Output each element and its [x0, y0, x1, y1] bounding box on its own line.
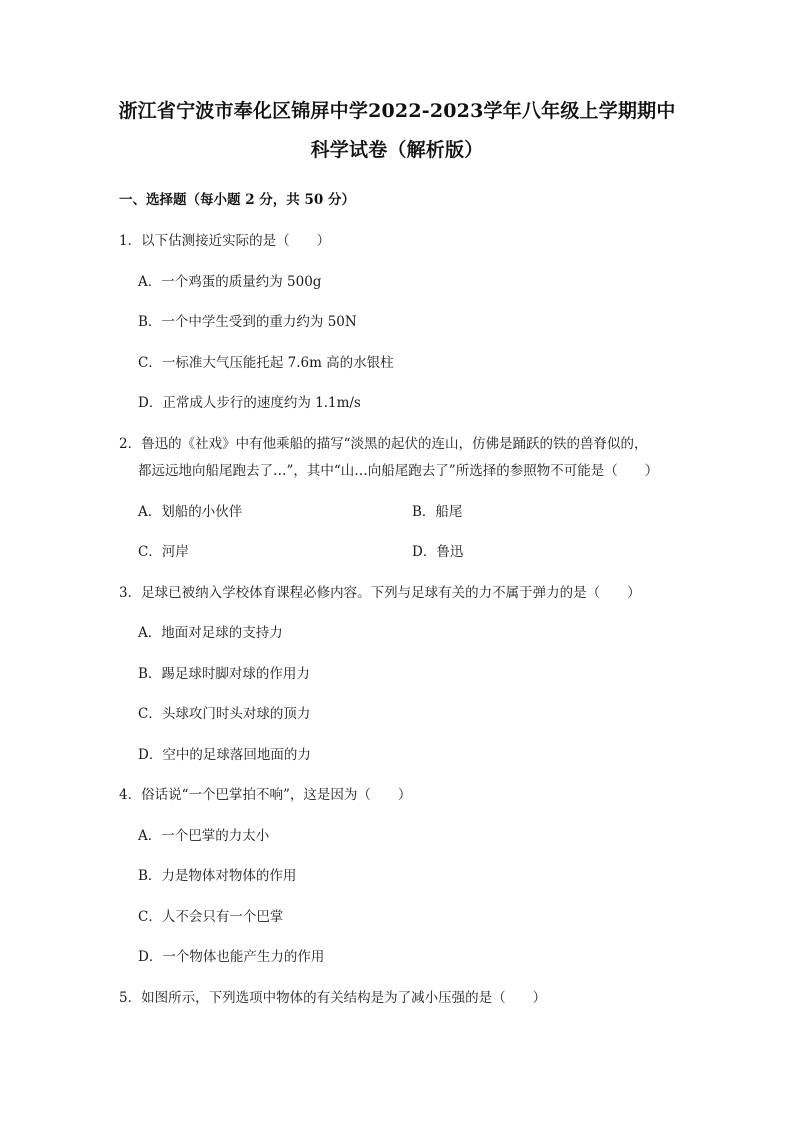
- question-2-stem-line-2: 都远远地向船尾跑去了…”，其中“山…向船尾跑去了”所选择的参照物不可能是（ ）: [138, 463, 659, 479]
- exam-title-line-1: 浙江省宁波市奉化区锦屏中学2022-2023学年八年级上学期期中: [118, 100, 676, 122]
- question-4-option-d: D．一个物体也能产生力的作用: [138, 949, 325, 965]
- question-4-option-b: B．力是物体对物体的作用: [138, 868, 297, 884]
- question-1-option-d: D．正常成人步行的速度约为 1.1m/s: [138, 395, 361, 411]
- question-3-option-b: B．踢足球时脚对球的作用力: [138, 666, 310, 682]
- question-1-option-b: B．一个中学生受到的重力约为 50N: [138, 314, 357, 330]
- question-1-option-c: C．一标准大气压能托起 7.6m 高的水银柱: [138, 355, 394, 371]
- question-1-option-a: A．一个鸡蛋的质量约为 500g: [138, 274, 322, 290]
- question-2-option-c: C．河岸: [138, 544, 189, 560]
- question-5-stem: 5．如图所示，下列选项中物体的有关结构是为了减小压强的是（ ）: [119, 990, 547, 1006]
- question-3-option-c: C．头球攻门时头对球的顶力: [138, 706, 311, 722]
- question-3-stem: 3．足球已被纳入学校体育课程必修内容。下列与足球有关的力不属于弹力的是（ ）: [119, 585, 641, 601]
- question-3-option-d: D．空中的足球落回地面的力: [138, 747, 311, 763]
- exam-title-line-2: 科学试卷（解析版）: [310, 139, 484, 161]
- section-heading: 一、选择题（每小题 2 分，共 50 分）: [119, 192, 355, 208]
- question-4-stem: 4．俗话说“一个巴掌拍不响”，这是因为（ ）: [119, 787, 412, 803]
- question-2-option-d: D．鲁迅: [412, 544, 464, 560]
- question-1-stem: 1．以下估测接近实际的是（ ）: [119, 233, 331, 249]
- question-4-option-a: A．一个巴掌的力太小: [138, 828, 270, 844]
- question-3-option-a: A．地面对足球的支持力: [138, 625, 283, 641]
- question-2-option-a: A．划船的小伙伴: [138, 504, 243, 520]
- question-2-stem-line-1: 2．鲁迅的《社戏》中有他乘船的描写“淡黑的起伏的连山，仿佛是踊跃的铁的兽脊似的，: [119, 436, 648, 452]
- question-4-option-c: C．人不会只有一个巴掌: [138, 909, 284, 925]
- question-2-option-b: B．船尾: [412, 504, 463, 520]
